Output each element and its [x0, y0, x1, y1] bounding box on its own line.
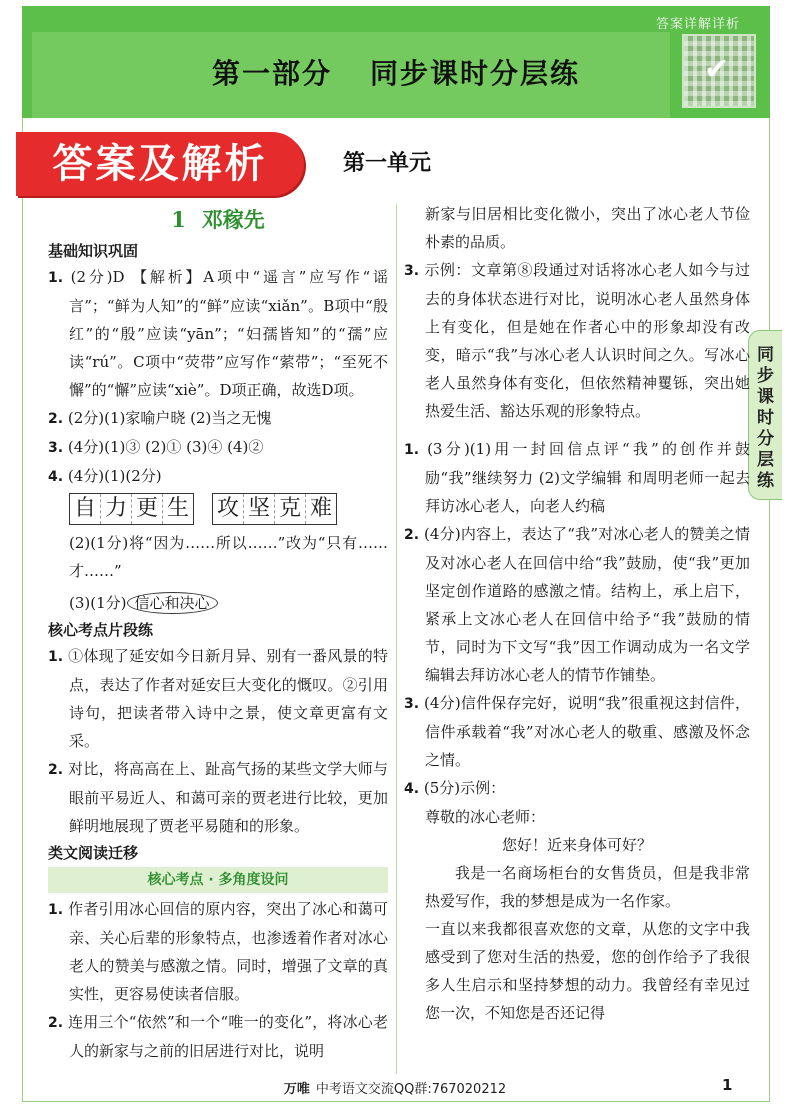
answer-item: 2. 连用三个“依然”和一个“唯一的变化”，将冰心老人的新家与之前的旧居进行对比，说明 — [48, 1013, 388, 1060]
idiom-box: 自 力 更 生 — [69, 493, 194, 525]
answer-subitem: (3)(1分) 信心和决心 — [48, 589, 388, 617]
footer-brand: 万唯 — [283, 1082, 310, 1097]
side-tab-char: 时 — [757, 408, 774, 428]
side-tab-char: 同 — [757, 345, 774, 365]
answer-item: 1. (3分)(1)用一封回信点评“我”的创作并鼓励“我”继续努力 (2)文学编辑 和周明老师一起去拜访冰心老人，向老人约稿 — [404, 440, 750, 515]
left-column — [48, 200, 388, 1065]
page-number: 1 — [722, 1076, 733, 1094]
letter-body: 我是一名商场柜台的女售货员，但是我非常热爱写作，我的梦想是成为一名作家。 — [425, 864, 750, 910]
side-tab-char: 课 — [757, 387, 774, 407]
answer-item: 3. (4分)信件保存完好，说明“我”很重视这封信件，信件承载着“我”对冰心老人的敬重、感激及怀念之情。 — [404, 694, 750, 769]
answer-item: 1. 作者引用冰心回信的原内容，突出了冰心和蔼可亲、关心后辈的形象特点，也渗透着作者对冰心老人的赞美与感激之情。同时，增强了文章的真实性，更容易使读者信服。 — [48, 900, 388, 1003]
letter-greeting: 您好！近来身体可好？ — [501, 836, 652, 854]
answers-banner: 答案及解析 — [16, 132, 304, 196]
idiom-boxes — [48, 493, 388, 525]
part-label: 第一部分 — [211, 57, 332, 90]
answer-subitem: (2)(1分)将“因为……所以……”改为“只有……才……” — [69, 534, 388, 580]
footer-text: 中考语文交流QQ群:767020212 — [315, 1082, 507, 1097]
side-tab-char: 练 — [757, 471, 774, 491]
column-divider — [396, 204, 397, 1074]
answer-item: 1. (2分)D 【解析】A项中“遥言”应写作“谣言”；“鲜为人知”的“鲜”应读“xiǎn”。B项中“殷红”的“殷”应读“yān”；“妇孺皆知”的“孺”应读“rú”。C项中“荧带”应写作“萦带”；“至死不懈”的“懈”应读“xiè”。D项正确，故选D项。 — [48, 268, 388, 399]
answer-item: 2. 对比，将高高在上、趾高气扬的某些文学大师与眼前平易近人、和蔼可亲的贾老进行比较，更加鲜明地展现了贾老平易随和的形象。 — [48, 760, 388, 835]
side-tab-char: 层 — [757, 450, 774, 470]
lesson-number: 1 — [171, 207, 186, 232]
letter-salutation: 尊敬的冰心老师： — [425, 808, 546, 826]
right-column — [404, 200, 750, 1027]
lesson-title — [48, 204, 388, 234]
part-name: 同步课时分层练 — [370, 57, 581, 90]
answer-continuation: 新家与旧居相比变化微小，突出了冰心老人节俭朴素的品质。 — [425, 205, 750, 251]
part-title — [22, 52, 770, 92]
idiom-box: 攻 坚 克 难 — [212, 493, 337, 525]
answer-item: 4. (4分)(1)(2分) — [48, 467, 162, 485]
circled-answer: 信心和决心 — [127, 592, 218, 614]
answer-item: 3. 示例：文章第⑧段通过对话将冰心老人如今与过去的身体状态进行对比，说明冰心老人虽然身体上有变化，但是她在作者心中的形象却没有改变，暗示“我”与冰心老人认识时间之久。写冰心老人虽然身体有变化，但依然精神矍铄，突出她热爱生活、豁达乐观的形象特点。 — [404, 261, 750, 420]
answer-item: 1. ①体现了延安如今日新月异、别有一番风景的特点，表达了作者对延安巨大变化的慨叹。②引用诗句，把读者带入诗中之景，使文章更富有文采。 — [48, 647, 388, 750]
check-icon: ✔ — [704, 52, 730, 87]
answer-item: 4. (5分)示例： — [404, 779, 506, 797]
core-strip: 核心考点 · 多角度设问 — [48, 867, 388, 893]
section-heading: 类文阅读迁移 — [48, 844, 139, 862]
lesson-name: 邓稼先 — [201, 207, 265, 232]
answer-item: 2. (2分)(1)家喻户晓 (2)当之无愧 — [48, 409, 272, 427]
footer — [22, 1078, 768, 1097]
unit-title: 第一单元 — [343, 150, 432, 176]
section-heading: 核心考点片段练 — [48, 621, 154, 639]
side-tab[interactable] — [748, 330, 782, 500]
answer-item: 2. (4分)内容上，表达了“我”对冰心老人的赞美之情及对冰心老人在回信中给“我”鼓励，使“我”更加坚定创作道路的感激之情。结构上，承上启下，紧承上文冰心老人在回信中给予“我”鼓励的情节，同时为下文写“我”因工作调动成为一名文学编辑去拜访冰心老人的情节作铺垫。 — [404, 525, 750, 684]
section-heading: 基础知识巩固 — [48, 242, 139, 260]
answer-item: 3. (4分)(1)③ (2)① (3)④ (4)② — [48, 438, 264, 456]
letter-body: 一直以来我都很喜欢您的文章，从您的文字中我感受到了您对生活的热爱，您的创作给予了我很多人生启示和坚持梦想的动力。我曾经有幸见过您一次，不知您是否还记得 — [425, 920, 750, 1022]
answer-tag: 答案详解详析 — [655, 17, 740, 32]
side-tab-char: 分 — [757, 429, 774, 449]
side-tab-char: 步 — [757, 366, 774, 386]
